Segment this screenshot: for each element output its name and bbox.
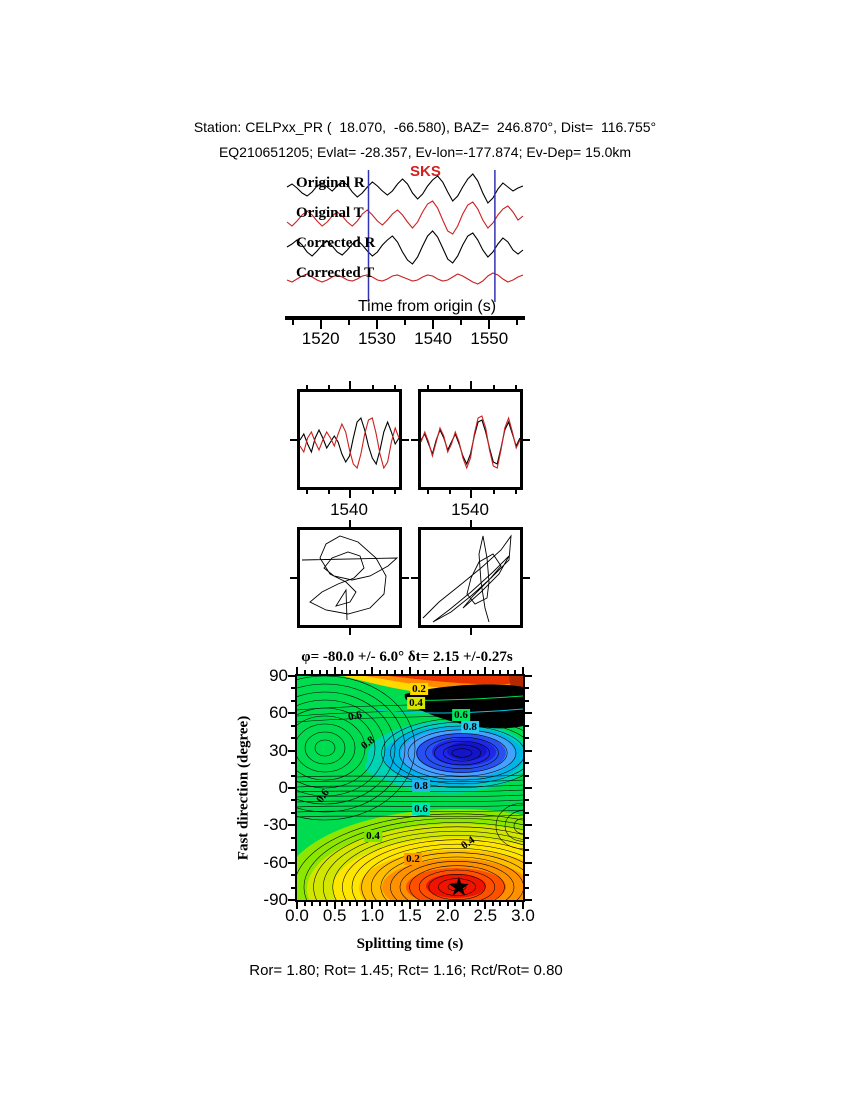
tick	[349, 381, 351, 389]
tick	[349, 490, 351, 498]
tick	[290, 439, 297, 441]
tick	[525, 887, 529, 889]
contour-level-label: 0.4	[366, 830, 380, 842]
tick	[386, 670, 388, 674]
tick	[292, 320, 294, 325]
contour-level-label: 0.6	[414, 803, 428, 815]
tick-label: 60	[269, 703, 288, 723]
tick	[348, 320, 350, 325]
tick	[525, 787, 532, 789]
tick	[291, 725, 295, 727]
waveform-compare-panel-original	[297, 389, 402, 490]
tick	[488, 320, 490, 329]
tick	[507, 670, 509, 674]
tick	[394, 670, 396, 674]
tick	[523, 439, 530, 441]
tick	[328, 490, 330, 494]
tick	[376, 320, 378, 329]
tick-label: 2.5	[473, 906, 498, 925]
ratio-stats: Ror= 1.80; Rot= 1.45; Rct= 1.16; Rct/Rot= 0.80	[249, 962, 563, 979]
tick	[291, 874, 295, 876]
tick	[372, 385, 374, 389]
tick	[291, 799, 295, 801]
tick	[334, 667, 336, 674]
tick	[525, 775, 529, 777]
wave-panel-tick-label: 1540	[451, 500, 489, 519]
tick	[470, 520, 472, 527]
contour-level-label: 0.8	[463, 721, 477, 733]
contour-level-label: 0.4	[409, 697, 423, 709]
tick	[288, 862, 295, 864]
tick	[454, 670, 456, 674]
tick	[349, 628, 351, 635]
tick	[288, 824, 295, 826]
tick	[290, 577, 297, 579]
tick-label: 3.0	[511, 906, 535, 925]
tick	[484, 667, 486, 674]
tick	[525, 700, 529, 702]
tick	[470, 490, 472, 498]
tick-label: 0.0	[285, 906, 309, 925]
tick	[349, 670, 351, 674]
wave-panel-tick-label: 1540	[330, 500, 368, 519]
waveform-compare-panel-corrected	[418, 389, 523, 490]
tick	[525, 737, 529, 739]
contour-level-label: 0.2	[412, 683, 426, 695]
contour-level-label: 0.6	[347, 708, 363, 724]
tick	[296, 667, 298, 674]
tick	[477, 670, 479, 674]
tick	[291, 762, 295, 764]
tick	[411, 577, 418, 579]
contour-level-label: 0.6	[314, 786, 332, 806]
tick	[319, 670, 321, 674]
tick	[364, 670, 366, 674]
tick	[515, 490, 517, 494]
tick	[525, 687, 529, 689]
tick	[288, 750, 295, 752]
contour-title: φ= -80.0 +/- 6.0° δt= 2.15 +/-0.27s	[301, 649, 513, 665]
tick	[291, 849, 295, 851]
tick	[394, 490, 396, 494]
tick	[288, 899, 295, 901]
tick	[291, 700, 295, 702]
waveform-compare-traces	[300, 392, 399, 487]
station-header: Station: CELPxx_PR ( 18.070, -66.580), BAZ= 246.870°, Dist= 116.755°	[193, 119, 657, 135]
tick	[470, 381, 472, 389]
tick	[356, 670, 358, 674]
tick	[291, 687, 295, 689]
tick	[306, 490, 308, 494]
tick	[288, 787, 295, 789]
tick	[379, 670, 381, 674]
phase-label-sks: SKS	[410, 163, 441, 180]
tick	[291, 812, 295, 814]
tick	[371, 667, 373, 674]
tick	[469, 670, 471, 674]
tick-label: 30	[269, 740, 288, 760]
tick-label: 1.5	[398, 906, 422, 925]
event-header: EQ210651205; Evlat= -28.357, Ev-lon=-177.874; Ev-Dep= 15.0km	[218, 144, 632, 160]
tick	[417, 670, 419, 674]
tick	[401, 670, 403, 674]
tick	[402, 577, 409, 579]
trace-label-original-t: Original T	[296, 205, 364, 221]
tick	[525, 849, 529, 851]
tick	[493, 385, 495, 389]
tick-label: -60	[263, 852, 288, 872]
contour-level-label: 0.6	[454, 709, 468, 721]
tick	[427, 385, 429, 389]
particle-motion-path	[300, 530, 399, 625]
tick	[291, 775, 295, 777]
trace-label-corrected-r: Corrected R	[296, 235, 376, 251]
tick	[470, 628, 472, 635]
tick	[349, 520, 351, 527]
tick	[525, 675, 532, 677]
tick	[493, 490, 495, 494]
tick	[449, 490, 451, 494]
contour-level-label: 0.4	[458, 834, 478, 852]
tick	[462, 670, 464, 674]
tick	[288, 712, 295, 714]
tick	[516, 320, 518, 325]
trace-label-corrected-t: Corrected T	[296, 265, 375, 281]
tick	[427, 490, 429, 494]
particle-motion-path	[421, 530, 520, 625]
tick	[411, 439, 418, 441]
tick	[306, 385, 308, 389]
tick	[499, 670, 501, 674]
tick-label: 1550	[470, 329, 509, 348]
tick	[402, 439, 409, 441]
tick	[432, 320, 434, 329]
time-axis-ticks	[287, 320, 523, 356]
tick-label: -30	[263, 815, 288, 835]
tick	[522, 667, 524, 674]
tick	[291, 837, 295, 839]
waveform-compare-traces	[421, 392, 520, 487]
tick-label: 1530	[357, 329, 396, 348]
tick	[432, 670, 434, 674]
tick	[515, 385, 517, 389]
tick-label: 0.5	[322, 906, 347, 925]
tick-label: 1.0	[360, 906, 385, 925]
tick	[404, 320, 406, 325]
tick	[291, 737, 295, 739]
tick	[525, 750, 532, 752]
tick	[525, 899, 532, 901]
tick	[525, 824, 532, 826]
tick-label: -90	[263, 890, 288, 909]
tick	[326, 670, 328, 674]
particle-motion-panel-corrected	[418, 527, 523, 628]
tick	[525, 837, 529, 839]
tick	[311, 670, 313, 674]
tick-label: 90	[269, 666, 288, 685]
tick-label: 1540	[414, 329, 452, 348]
particle-motion-panel-original	[297, 527, 402, 628]
tick	[291, 887, 295, 889]
tick	[492, 670, 494, 674]
tick-label: 0	[278, 778, 288, 797]
tick	[514, 670, 516, 674]
contour-level-label: 0.8	[414, 780, 428, 792]
best-fit-star: ★	[447, 870, 471, 901]
tick	[523, 577, 530, 579]
contour-ylabel: Fast direction (degree)	[235, 715, 252, 861]
tick	[525, 799, 529, 801]
contour-axis-ticks	[297, 676, 523, 900]
tick	[288, 675, 295, 677]
tick	[394, 385, 396, 389]
tick	[449, 385, 451, 389]
tick	[341, 670, 343, 674]
tick	[525, 812, 529, 814]
tick	[320, 320, 322, 329]
trace-label-original-r: Original R	[296, 175, 365, 191]
time-axis-title: Time from origin (s)	[357, 298, 497, 315]
contour-level-label: 0.8	[358, 734, 378, 752]
tick	[304, 670, 306, 674]
tick	[328, 385, 330, 389]
tick-label: 1520	[301, 329, 340, 348]
tick	[372, 490, 374, 494]
contour-xlabel: Splitting time (s)	[356, 936, 464, 952]
tick	[525, 874, 529, 876]
tick	[525, 862, 532, 864]
tick	[439, 670, 441, 674]
tick	[447, 667, 449, 674]
contour-level-label: 0.2	[406, 853, 420, 865]
tick	[525, 725, 529, 727]
tick	[525, 762, 529, 764]
tick	[525, 712, 532, 714]
tick	[424, 670, 426, 674]
tick	[409, 667, 411, 674]
tick-label: 2.0	[435, 906, 460, 925]
tick	[460, 320, 462, 325]
